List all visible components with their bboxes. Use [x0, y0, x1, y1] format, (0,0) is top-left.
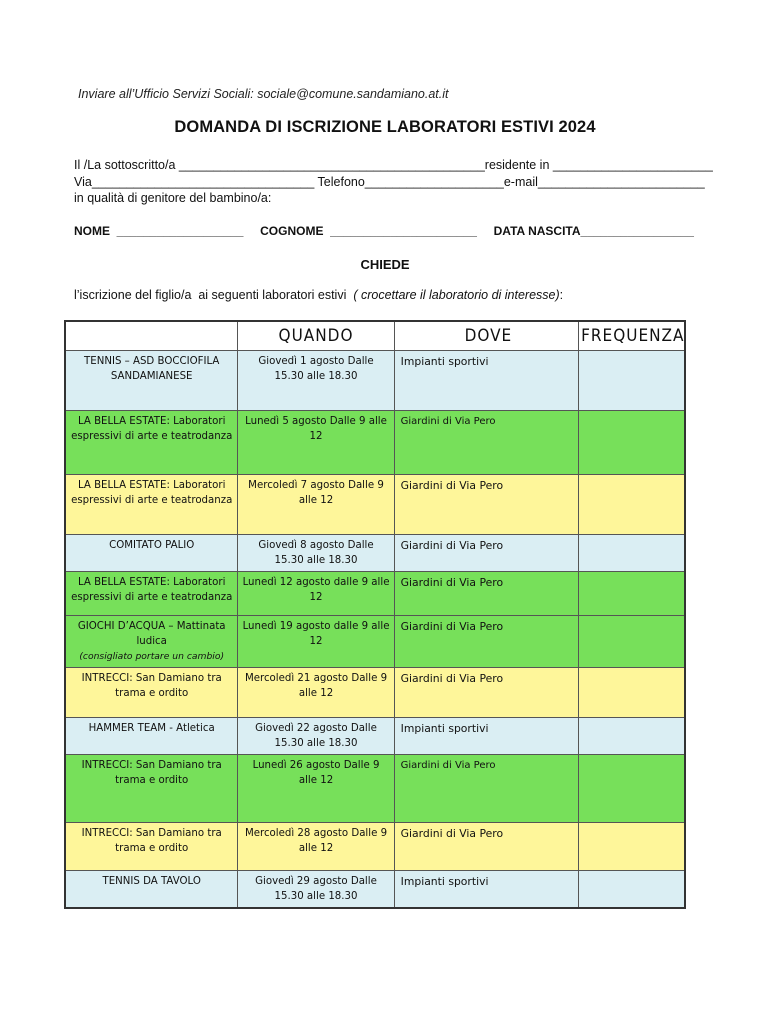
when-cell: Giovedì 8 agosto Dalle 15.30 alle 18.30 — [238, 535, 394, 572]
lab-name: INTRECCI: San Damiano tra trama e ordito — [81, 760, 222, 786]
lab-name: LA BELLA ESTATE: Laboratori espressivi di arte e teatrodanza — [71, 416, 233, 442]
when-cell: Lunedì 19 agosto dalle 9 alle 12 — [238, 616, 394, 668]
form-line-parent: in qualità di genitore del bambino/a: — [74, 191, 272, 205]
where-cell: Giardini di Via Pero — [394, 755, 578, 823]
table-row — [65, 572, 685, 616]
lab-name-cell — [65, 823, 238, 871]
lab-name-cell — [65, 871, 238, 909]
frequency-checkbox-cell[interactable] — [579, 351, 685, 411]
where-cell: Giardini di Via Pero — [394, 572, 578, 616]
chiede-heading: CHIEDE — [360, 257, 410, 272]
lab-name: TENNIS – ASD BOCCIOFILA SANDAMIANESE — [84, 356, 220, 382]
when-cell: Mercoledì 7 agosto Dalle 9 alle 12 — [238, 475, 394, 535]
header-frequenza: FREQUENZA — [579, 321, 685, 351]
when-cell: Giovedì 22 agosto Dalle 15.30 alle 18.30 — [238, 718, 394, 755]
lab-name-cell — [65, 616, 238, 668]
document-title: DOMANDA DI ISCRIZIONE LABORATORI ESTIVI 2024 — [174, 118, 596, 136]
lab-name: HAMMER TEAM - Atletica — [88, 723, 215, 734]
header-lab — [65, 321, 238, 351]
intro-end: : — [559, 288, 564, 302]
table-row — [65, 718, 685, 755]
when-cell: Mercoledì 28 agosto Dalle 9 alle 12 — [238, 823, 394, 871]
intro-text — [74, 288, 563, 302]
lab-name: LA BELLA ESTATE: Laboratori espressivi di arte e teatrodanza — [71, 577, 233, 603]
form-line-child-data[interactable]: NOME ___________________ COGNOME ______________________ DATA NASCITA_________________ — [74, 224, 694, 238]
lab-name-cell — [65, 718, 238, 755]
frequency-checkbox-cell[interactable] — [579, 871, 685, 909]
lab-name-cell — [65, 535, 238, 572]
table-row — [65, 351, 685, 411]
frequency-checkbox-cell[interactable] — [579, 411, 685, 475]
frequency-checkbox-cell[interactable] — [579, 616, 685, 668]
where-cell: Impianti sportivi — [394, 871, 578, 909]
lab-name-cell — [65, 475, 238, 535]
lab-name: COMITATO PALIO — [109, 540, 195, 551]
where-cell: Giardini di Via Pero — [394, 535, 578, 572]
when-cell: Lunedì 26 agosto Dalle 9 alle 12 — [238, 755, 394, 823]
form-line-name-residence[interactable]: Il /La sottoscritto/a ____________________________________________residente in _______________________ — [74, 158, 713, 172]
header-quando: QUANDO — [238, 321, 394, 351]
intro-main: l’iscrizione del figlio/a ai seguenti laboratori estivi — [74, 288, 354, 302]
lab-name: INTRECCI: San Damiano tra trama e ordito — [81, 673, 222, 699]
lab-name-cell — [65, 668, 238, 718]
frequency-checkbox-cell[interactable] — [579, 668, 685, 718]
when-cell: Lunedì 12 agosto dalle 9 alle 12 — [238, 572, 394, 616]
table-row — [65, 755, 685, 823]
lab-name: LA BELLA ESTATE: Laboratori espressivi di arte e teatrodanza — [71, 480, 233, 506]
lab-name: TENNIS DA TAVOLO — [102, 876, 201, 887]
where-cell: Impianti sportivi — [394, 718, 578, 755]
frequency-checkbox-cell[interactable] — [579, 572, 685, 616]
frequency-checkbox-cell[interactable] — [579, 475, 685, 535]
table-row — [65, 823, 685, 871]
lab-note: (consigliato portare un cambio) — [79, 651, 225, 662]
lab-name-cell — [65, 411, 238, 475]
where-cell: Giardini di Via Pero — [394, 668, 578, 718]
table-row — [65, 668, 685, 718]
lab-name: GIOCHI D’ACQUA – Mattinata ludica — [77, 621, 226, 647]
where-cell: Giardini di Via Pero — [394, 411, 578, 475]
where-cell: Impianti sportivi — [394, 351, 578, 411]
when-cell: Lunedì 5 agosto Dalle 9 alle 12 — [238, 411, 394, 475]
when-cell: Giovedì 29 agosto Dalle 15.30 alle 18.30 — [238, 871, 394, 909]
form-line-address-contacts[interactable]: Via________________________________ Telefono____________________e-mail________________________ — [74, 175, 705, 189]
table-row — [65, 475, 685, 535]
lab-name: INTRECCI: San Damiano tra trama e ordito — [81, 828, 222, 854]
frequency-checkbox-cell[interactable] — [579, 823, 685, 871]
when-cell: Giovedì 1 agosto Dalle 15.30 alle 18.30 — [238, 351, 394, 411]
where-cell: Giardini di Via Pero — [394, 475, 578, 535]
lab-name-cell — [65, 572, 238, 616]
table-row — [65, 616, 685, 668]
lab-name-cell — [65, 351, 238, 411]
table-row — [65, 535, 685, 572]
lab-name-cell — [65, 755, 238, 823]
when-cell: Mercoledì 21 agosto Dalle 9 alle 12 — [238, 668, 394, 718]
send-to-line: Inviare all’Ufficio Servizi Sociali: sociale@comune.sandamiano.at.it — [78, 87, 449, 101]
intro-note: ( crocettare il laboratorio di interesse) — [353, 288, 560, 302]
frequency-checkbox-cell[interactable] — [579, 535, 685, 572]
table-row — [65, 411, 685, 475]
table-row — [65, 871, 685, 909]
table-header-row — [65, 321, 685, 351]
frequency-checkbox-cell[interactable] — [579, 755, 685, 823]
where-cell: Giardini di Via Pero — [394, 616, 578, 668]
frequency-checkbox-cell[interactable] — [579, 718, 685, 755]
header-dove: DOVE — [394, 321, 578, 351]
where-cell: Giardini di Via Pero — [394, 823, 578, 871]
laboratories-table — [64, 320, 686, 909]
